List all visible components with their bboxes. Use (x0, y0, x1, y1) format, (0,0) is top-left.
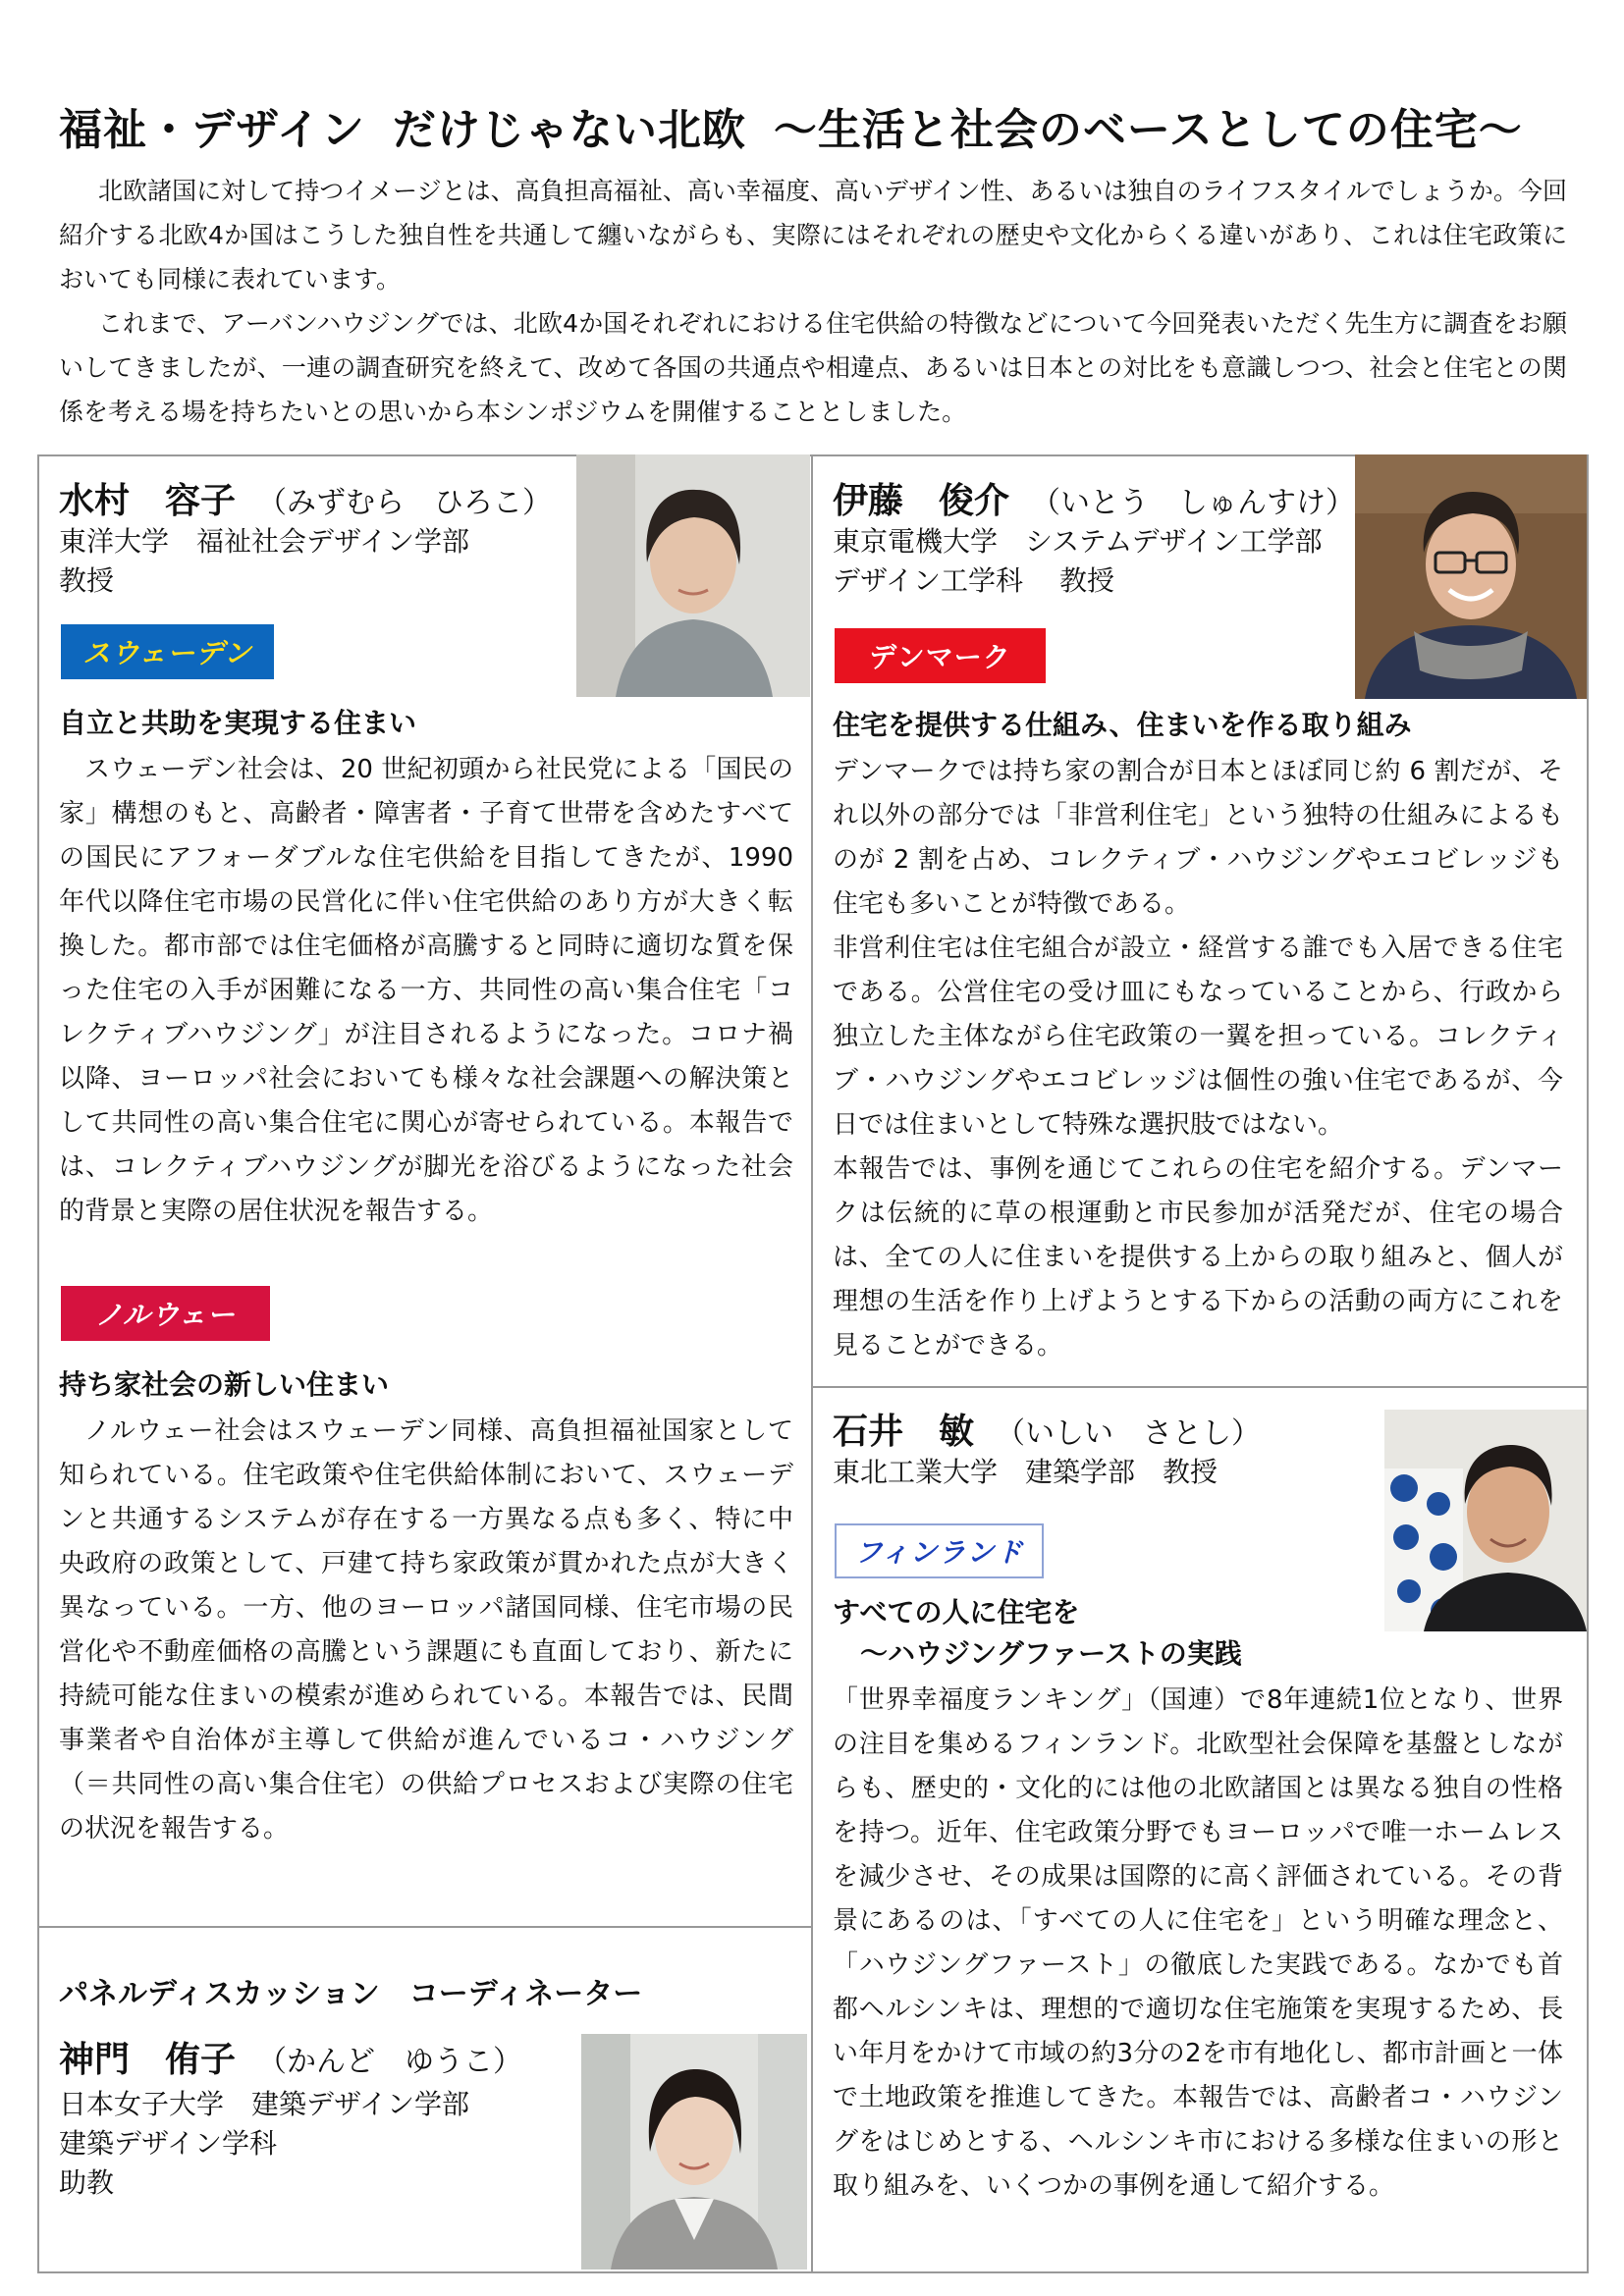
abstract-paragraph: 本報告では、事例を通じてこれらの住宅を紹介する。デンマークは伝統的に草の根運動と市民参加が活発だが、住宅の場合は、全ての人に住まいを提供する上からの取り組みと、個人が理想の生活を作り上げようとする下からの活動の両方にこれを見ることができる。 (833, 1154, 1563, 1361)
country-badge-norway (61, 1286, 270, 1341)
speaker-photo-kando (581, 2034, 807, 2269)
speaker-name-mizumura (59, 473, 552, 523)
abstract-paragraph: ノルウェー社会はスウェーデン同様、高負担福祉国家として知られている。住宅政策や住宅供給体制において、スウェーデンと共通するシステムが存在する一方異なる点も多く、特に中央政府の政策として、戸建て持ち家政策が貫かれた点が大きく異なっている。一方、他のヨーロッパ諸国同様、住宅市場の民営化や不動産価格の高騰という課題にも直面しており、新たに持続可能な住まいの模索が進められている。本報告では、民間事業者や自治体が主導して供給が進んでいるコ・ハウジング（＝共同性の高い集合住宅）の供給プロセスおよび実際の住宅の状況を報告する。 (59, 1416, 793, 1843)
talk-title-text: 住宅を提供する仕組み、住まいを作る取り組み (833, 709, 1412, 741)
affiliation-line: 日本女子大学 建築デザイン学部 (59, 2088, 470, 2120)
country-label: デンマーク (869, 641, 1011, 673)
abstract-paragraph: 「世界幸福度ランキング」（国連）で8年連続1位となり、世界の注目を集めるフィンランド。北欧型社会保障を基盤としながらも、歴史的・文化的には他の北欧諸国とは異なる独自の性格を持つ。近年、住宅政策分野でもヨーロッパで唯一ホームレスを減少させ、その成果は国際的に高く評価されている。その背景にあるのは、「すべての人に住宅を」という明確な理念と、「ハウジングファースト」の徹底した実践である。なかでも首都ヘルシンキは、理想的で適切な住宅施策を実現するため、長い年月をかけて市域の約3分の2を市有地化し、都市計画と一体で土地政策を推進してきた。本報告では、高齢者コ・ハウジングをはじめとする、ヘルシンキ市における多様な住まいの形と取り組みを、いくつかの事例を通して紹介する。 (833, 1685, 1563, 2201)
abstract-paragraph: デンマークでは持ち家の割合が日本とほぼ同じ約 6 割だが、それ以外の部分では「非営利住宅」という独特の仕組みによるものが 2 割を占め、コレクティブ・ハウジングやエコビレッジも住宅も多いことが特徴である。 (833, 757, 1563, 919)
talk-abstract-mizumura (59, 748, 793, 1234)
speaker-name-text: 石井 敏 (833, 1412, 975, 1452)
speaker-affiliation-kando (59, 2085, 469, 2203)
affiliation-line: 教授 (59, 564, 115, 597)
column-divider (811, 454, 813, 2273)
speaker-reading: （いとう しゅんすけ） (1031, 486, 1356, 520)
affiliation-line: 東京電機大学 システムデザイン工学部 (833, 525, 1323, 558)
country-label: スウェーデン (82, 637, 252, 669)
speaker-photo-mizumura (576, 454, 810, 697)
affiliation-line: 建築デザイン学科 (59, 2127, 278, 2160)
left-row-divider (37, 1926, 813, 1928)
intro-paragraph-2: これまで、アーバンハウジングでは、北欧4か国それぞれにおける住宅供給の特徴などについて今回発表いただく先生方に調査をお願いしてきましたが、一連の調査研究を終えて、改めて各国の共通点や相違点、あるいは日本との対比をも意識しつつ、社会と住宅との関係を考える場を持ちたいとの思いから本シンポジウムを開催することとしました。 (59, 309, 1567, 426)
speaker-name-kando (59, 2032, 522, 2082)
affiliation-line: デザイン工学科 教授 (833, 564, 1114, 597)
country-badge-sweden (61, 624, 274, 679)
speaker-affiliation-ito (833, 522, 1323, 601)
speaker-name-text: 水村 容子 (59, 481, 237, 521)
abstract-paragraph: スウェーデン社会は、20 世紀初頭から社民党による「国民の家」構想のもと、高齢者・障害者・子育て世帯を含めたすべての国民にアフォーダブルな住宅供給を目指してきたが、1990 年代以降住宅市場の民営化に伴い住宅供給のあり方が大きく転換した。都市部では住宅価格が高騰すると同時に適切な質を保った住宅の入手が困難になる一方、共同性の高い集合住宅「コレクティブハウジング」が注目されるようになった。コロナ禍以降、ヨーロッパ社会においても様々な社会課題への解決策として共同性の高い集合住宅に関心が寄せられている。本報告では、コレクティブハウジングが脚光を浴びるようになった社会的背景と実際の居住状況を報告する。 (59, 755, 793, 1226)
panel-coordinator-label: パネルディスカッション コーディネーター (59, 1977, 643, 2011)
talk-title-norway (59, 1364, 389, 1406)
talk-title-ito (833, 705, 1412, 746)
talk-abstract-norway (59, 1410, 793, 1851)
country-badge-denmark (835, 628, 1046, 683)
talk-title-line: ～ハウジングファーストの実践 (833, 1637, 1242, 1670)
speaker-photo-ito (1355, 454, 1587, 699)
abstract-paragraph: 非営利住宅は住宅組合が設立・経営する誰でも入居できる住宅である。公営住宅の受け皿にもなっていることから、行政から独立した主体ながら住宅政策の一翼を担っている。コレクティブ・ハウジングやエコビレッジは個性の強い住宅であるが、今日では住まいとして特殊な選択肢ではない。 (833, 934, 1563, 1140)
affiliation-line: 東洋大学 福祉社会デザイン学部 (59, 525, 470, 558)
country-label: フィンランド (854, 1536, 1024, 1569)
title-part-1: 福祉・デザイン (59, 105, 365, 155)
speaker-name-text: 伊藤 俊介 (833, 481, 1010, 521)
page-title (59, 94, 1571, 157)
speaker-name-ito (833, 473, 1355, 523)
speaker-reading: （いしい さとし） (996, 1416, 1262, 1451)
title-part-2: だけじゃない北欧 (392, 105, 746, 155)
country-badge-finland (835, 1523, 1044, 1578)
talk-abstract-ito (833, 750, 1563, 1368)
speaker-affiliation-mizumura (59, 522, 469, 601)
speaker-affiliation-ishii (833, 1453, 1218, 1492)
speaker-reading: （かんど ゆうこ） (257, 2045, 523, 2079)
speaker-name-text: 神門 侑子 (59, 2040, 237, 2080)
talk-title-ishii (833, 1592, 1242, 1675)
right-row-divider (811, 1386, 1589, 1388)
country-label: ノルウェー (95, 1299, 236, 1331)
talk-title-mizumura (59, 703, 416, 744)
speaker-photo-ishii (1384, 1410, 1587, 1631)
affiliation-line: 助教 (59, 2166, 115, 2199)
talk-title-text: 自立と共助を実現する住まい (59, 707, 417, 739)
speaker-name-ishii (833, 1404, 1261, 1454)
talk-title-line: すべての人に住宅を (833, 1596, 1080, 1629)
talk-title-text: 持ち家社会の新しい住まい (59, 1368, 390, 1401)
intro-paragraph-1: 北欧諸国に対して持つイメージとは、高負担高福祉、高い幸福度、高いデザイン性、あるいは独自のライフスタイルでしょうか。今回紹介する北欧4か国はこうした独自性を共通して纏いながらも、実際にはそれぞれの歴史や文化からくる違いがあり、これは住宅政策においても同様に表れています。 (59, 177, 1567, 294)
affiliation-line: 東北工業大学 建築学部 教授 (833, 1456, 1218, 1488)
title-part-3: ～生活と社会のベースとしての住宅～ (773, 105, 1523, 155)
talk-abstract-ishii (833, 1679, 1563, 2209)
intro-text (59, 169, 1567, 434)
speaker-reading: （みずむら ひろこ） (257, 486, 553, 520)
